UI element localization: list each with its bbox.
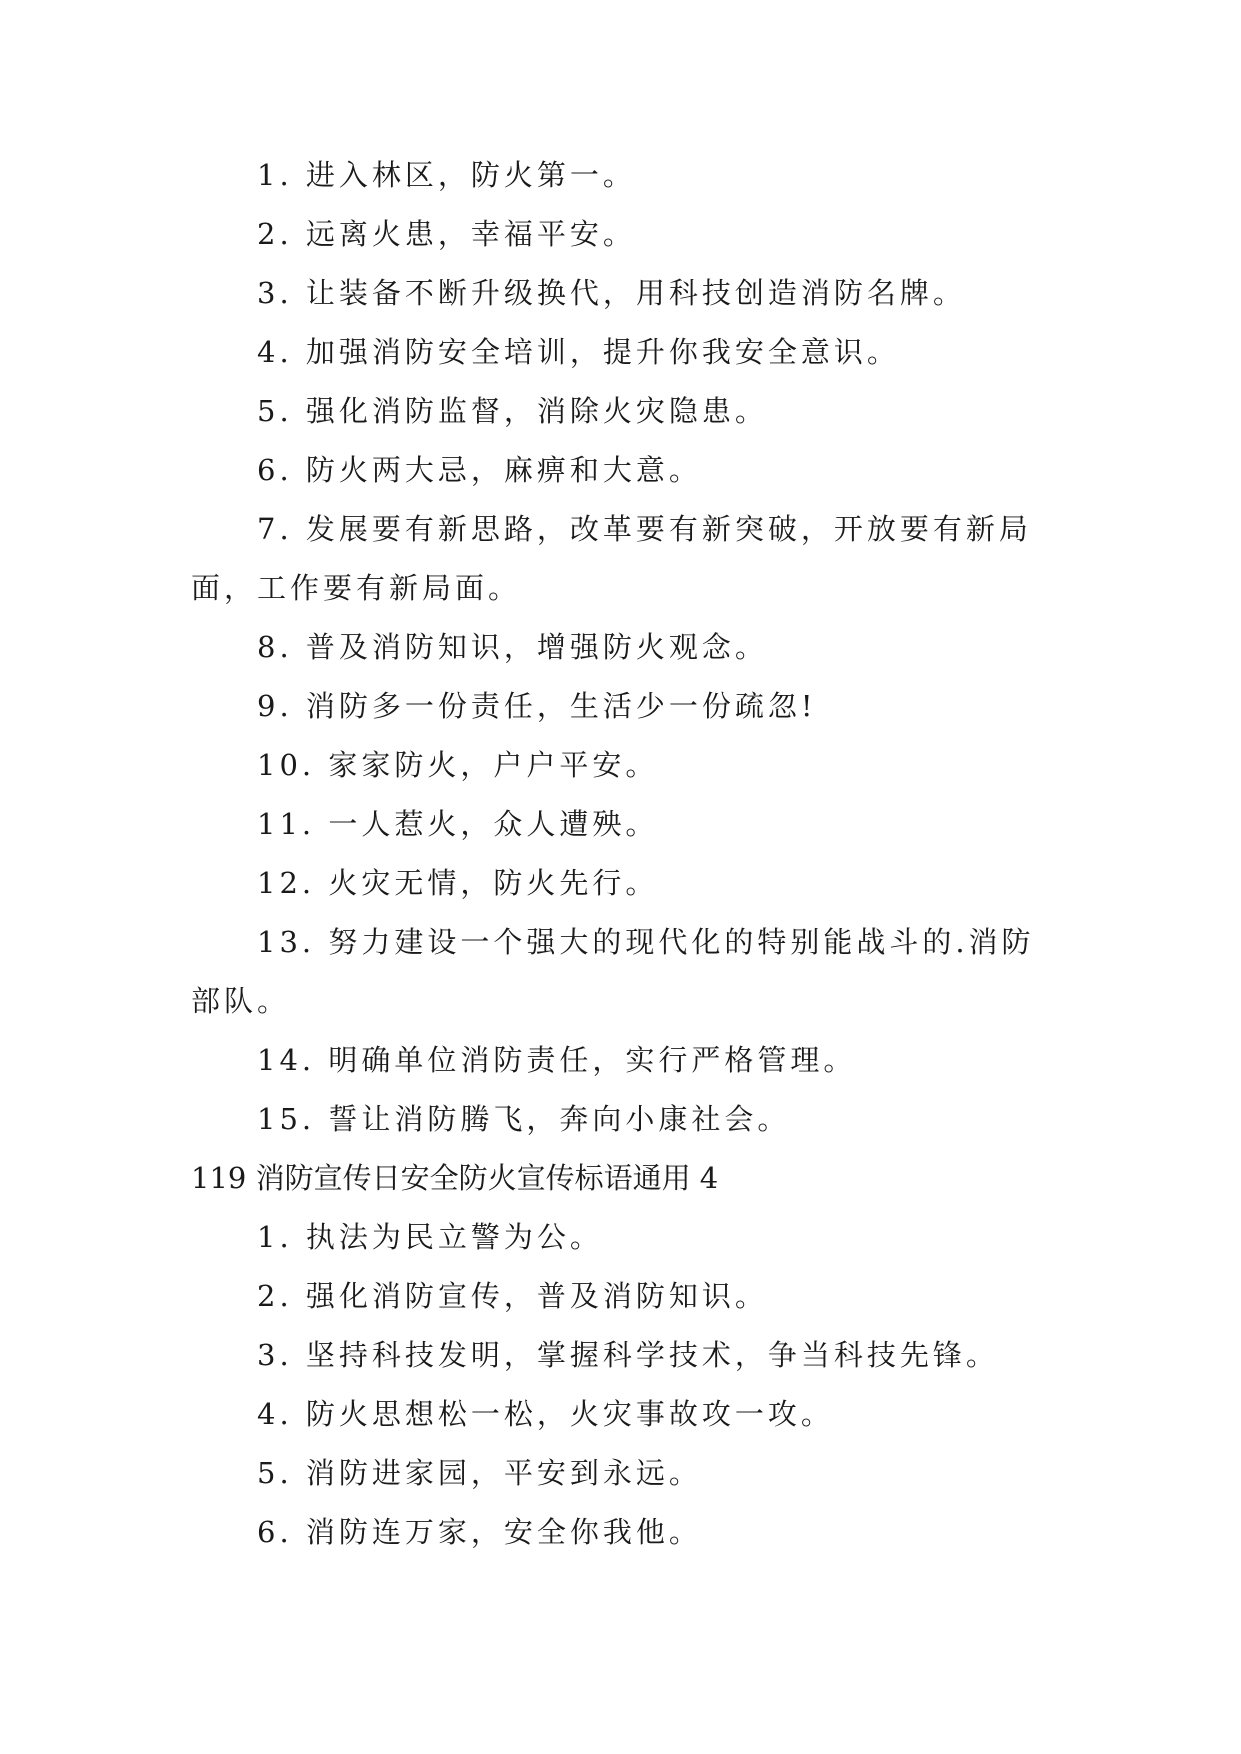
slogan-line: 5. 消防进家园，平安到永远。 <box>257 1456 702 1490</box>
slogan-line: 7. 发展要有新思路，改革要有新突破，开放要有新局 <box>257 512 1032 546</box>
document-body <box>0 146 1241 1562</box>
slogan-line: 5. 强化消防监督，消除火灾隐患。 <box>257 394 768 428</box>
section-heading: 119 消防宣传日安全防火宣传标语通用 4 <box>191 1161 719 1195</box>
slogan-line: 10. 家家防火，户户平安。 <box>257 748 659 782</box>
slogan-line: 2. 远离火患，幸福平安。 <box>257 217 636 251</box>
slogan-line: 4. 加强消防安全培训，提升你我安全意识。 <box>257 335 900 369</box>
slogan-line: 3. 坚持科技发明，掌握科学技术，争当科技先锋。 <box>257 1338 999 1372</box>
slogan-line: 3. 让装备不断升级换代，用科技创造消防名牌。 <box>257 276 966 310</box>
slogan-line: 4. 防火思想松一松，火灾事故攻一攻。 <box>257 1397 834 1431</box>
slogan-line: 1. 执法为民立警为公。 <box>257 1220 603 1254</box>
slogan-line: 6. 消防连万家，安全你我他。 <box>257 1515 702 1549</box>
slogan-continuation-line: 面，工作要有新局面。 <box>191 571 522 605</box>
slogan-continuation-line: 部队。 <box>191 984 291 1018</box>
slogan-line: 14. 明确单位消防责任，实行严格管理。 <box>257 1043 857 1077</box>
slogan-line: 15. 誓让消防腾飞，奔向小康社会。 <box>257 1102 791 1136</box>
slogan-line: 9. 消防多一份责任，生活少一份疏忽! <box>257 689 817 723</box>
slogan-line: 1. 进入林区，防火第一。 <box>257 158 636 192</box>
slogan-line: 11. 一人惹火，众人遭殃。 <box>257 807 659 841</box>
slogan-line: 6. 防火两大忌，麻痹和大意。 <box>257 453 702 487</box>
slogan-line: 12. 火灾无情，防火先行。 <box>257 866 659 900</box>
slogan-line: 8. 普及消防知识，增强防火观念。 <box>257 630 768 664</box>
slogan-line: 13. 努力建设一个强大的现代化的特别能战斗的.消防 <box>257 925 1035 959</box>
slogan-line: 2. 强化消防宣传，普及消防知识。 <box>257 1279 768 1313</box>
